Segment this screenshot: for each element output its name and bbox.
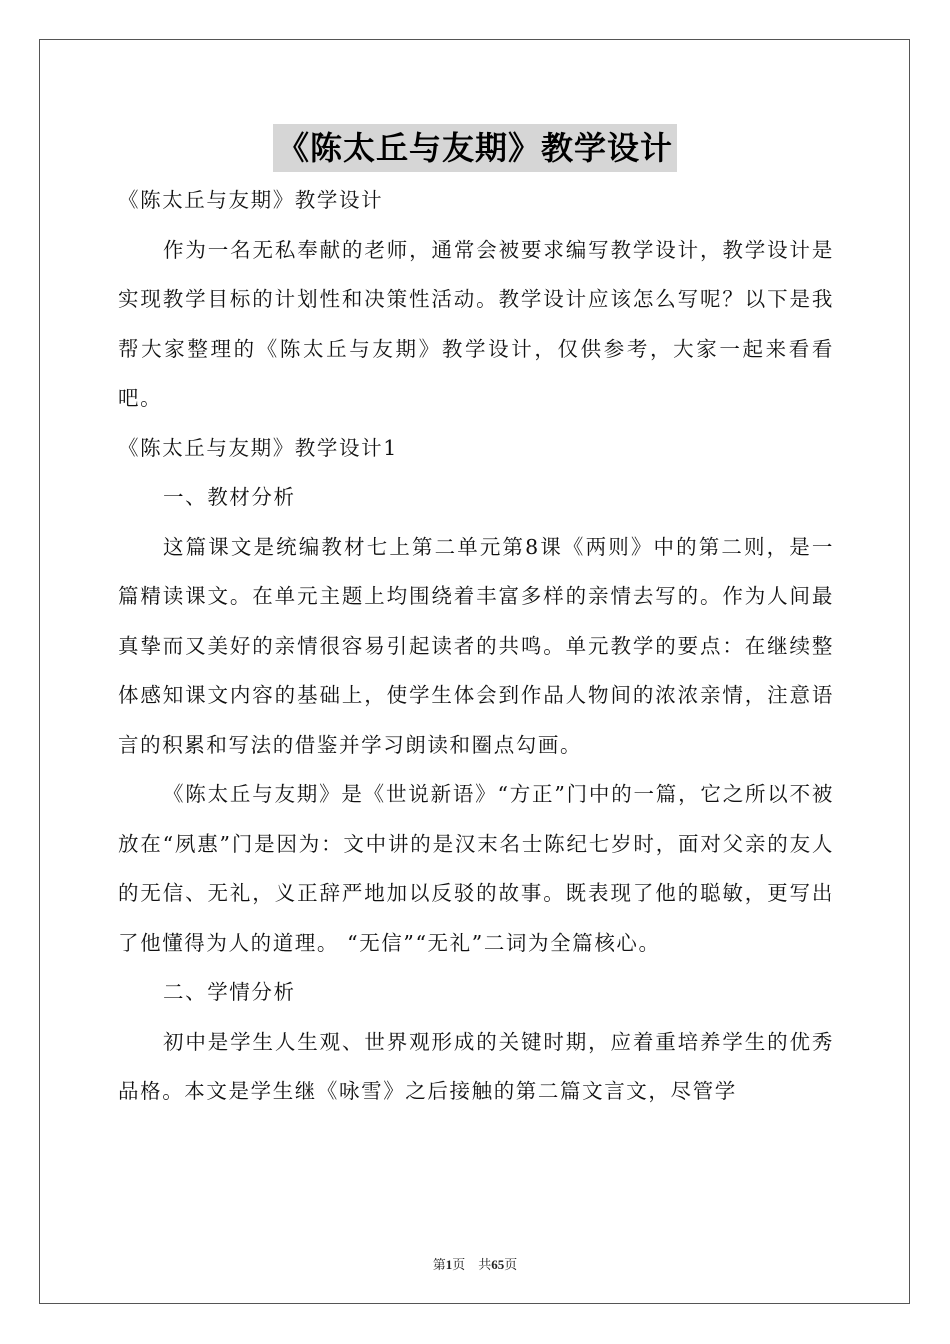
page-footer — [0, 1254, 950, 1273]
paragraph-subtitle: 《陈太丘与友期》教学设计 — [118, 188, 384, 212]
document-title: 《陈太丘与友期》教学设计 — [273, 124, 677, 172]
title-container — [0, 124, 950, 172]
footer-page-prefix: 第 — [432, 1257, 446, 1272]
footer-page-number: 1 — [445, 1257, 453, 1272]
heading-textbook-analysis: 一、教材分析 — [163, 485, 296, 509]
document-body — [118, 176, 834, 1117]
footer-total-prefix: 共 — [478, 1257, 492, 1272]
heading-student-analysis: 二、学情分析 — [163, 980, 296, 1004]
paragraph-textbook-analysis: 这篇课文是统编教材七上第二单元第8课《两则》中的第二则，是一篇精读课文。在单元主题上均围绕着丰富多样的亲情去写的。作为人间最真挚而又美好的亲情很容易引起读者的共鸣。单元教学的要点：在继续整体感知课文内容的基础上，使学生体会到作品人物间的浓浓亲情，注意语言的积累和写法的借鉴并学习朗读和圈点勾画。 — [118, 534, 834, 757]
paragraph-intro: 作为一名无私奉献的老师，通常会被要求编写教学设计，教学设计是实现教学目标的计划性和决策性活动。教学设计应该怎么写呢？以下是我帮大家整理的《陈太丘与友期》教学设计，仅供参考，大家一起来看看吧。 — [118, 237, 834, 410]
paragraph-text-background: 《陈太丘与友期》是《世说新语》“方正”门中的一篇，它之所以不被放在“夙惠”门是因为：文中讲的是汉末名士陈纪七岁时，面对父亲的友人的无信、无礼，义正辞严地加以反驳的故事。既表现了他的聪敏，更写出了他懂得为人的道理。 “无信”“无礼”二词为全篇核心。 — [118, 782, 834, 955]
paragraph-student-analysis: 初中是学生人生观、世界观形成的关键时期，应着重培养学生的优秀品格。本文是学生继《咏雪》之后接触的第二篇文言文，尽管学 — [118, 1029, 834, 1103]
paragraph-section-heading: 《陈太丘与友期》教学设计1 — [118, 435, 398, 460]
footer-total-suffix: 页 — [504, 1257, 518, 1272]
footer-page-suffix: 页 — [452, 1257, 466, 1272]
footer-total-pages: 65 — [491, 1257, 505, 1272]
